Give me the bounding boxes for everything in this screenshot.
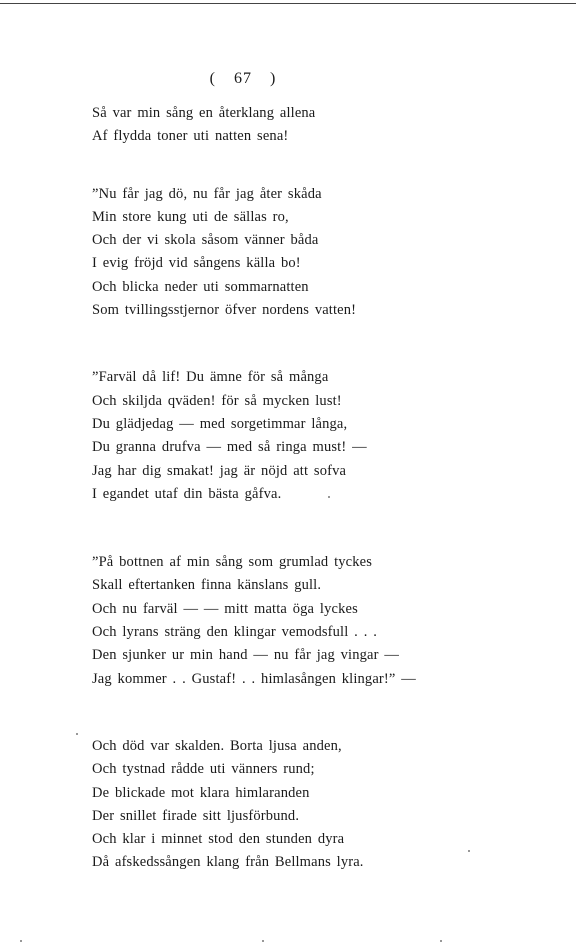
stanza-3 [92, 366, 562, 506]
paper-speck [440, 940, 442, 942]
poem-line: I evig fröjd vid sångens källa bo! [92, 255, 301, 272]
poem-line: Jag har dig smakat! jag är nöjd att sofva [92, 462, 347, 479]
top-rule [0, 3, 576, 4]
page-number-value: 67 [234, 70, 252, 87]
page-number-open-paren: ( [209, 70, 216, 87]
paper-speck [328, 496, 330, 498]
page-number-close-paren: ) [270, 70, 277, 87]
poem-line: Och lyrans sträng den klingar vemodsfull . . . [92, 624, 378, 641]
poem-line: Och der vi skola såsom vänner båda [92, 232, 319, 249]
paper-speck [76, 733, 78, 735]
poem-line: Som tvillingsstjernor öfver nordens vatten! [92, 302, 357, 319]
poem-line: Så var min sång en återklang allena [92, 105, 316, 121]
page-number [0, 70, 486, 88]
poem-line: Och död var skalden. Borta ljusa anden, [92, 737, 342, 754]
poem-line: Och blicka neder uti sommarnatten [92, 278, 309, 295]
stanza-5 [92, 735, 562, 875]
poem-line: Och tystnad rådde uti vänners rund; [92, 761, 315, 778]
poem-line: Och nu farväl — — mitt matta öga lyckes [92, 600, 358, 617]
poem-line: Och klar i minnet stod den stunden dyra [92, 831, 345, 848]
poem-line: Skall eftertanken finna känslans gull. [92, 577, 322, 594]
poem-line: ”På bottnen af min sång som grumlad tyckes [92, 554, 373, 571]
poem-line: Der snillet firade sitt ljusförbund. [92, 807, 300, 824]
poem-line: Då afskedssången klang från Bellmans lyra. [92, 854, 364, 871]
poem-line: ”Farväl då lif! Du ämne för så många [92, 369, 329, 386]
poem-line: Den sjunker ur min hand — nu får jag vingar — [92, 647, 400, 664]
poem-line: I egandet utaf din bästa gåfva. [92, 485, 282, 502]
poem-line: Och skiljda qväden! för så mycken lust! [92, 392, 342, 409]
paper-speck [262, 940, 264, 942]
poem-line: De blickade mot klara himlaranden [92, 784, 310, 801]
paper-speck [20, 940, 22, 942]
poem-line: ”Nu får jag dö, nu får jag åter skåda [92, 185, 322, 202]
stanza-1 [92, 102, 562, 149]
poem-line: Du glädjedag — med sorgetimmar långa, [92, 415, 348, 432]
stanza-2 [92, 183, 562, 323]
paper-speck [468, 850, 470, 852]
poem-line: Af flydda toner uti natten sena! [92, 128, 289, 145]
poem-line: Du granna drufva — med så ringa must! — [92, 439, 367, 456]
poem-body [92, 102, 562, 918]
poem-line: Jag kommer . . Gustaf! . . himlasången klingar!” — [92, 670, 416, 687]
poem-line: Min store kung uti de sällas ro, [92, 208, 289, 225]
stanza-4 [92, 551, 562, 691]
